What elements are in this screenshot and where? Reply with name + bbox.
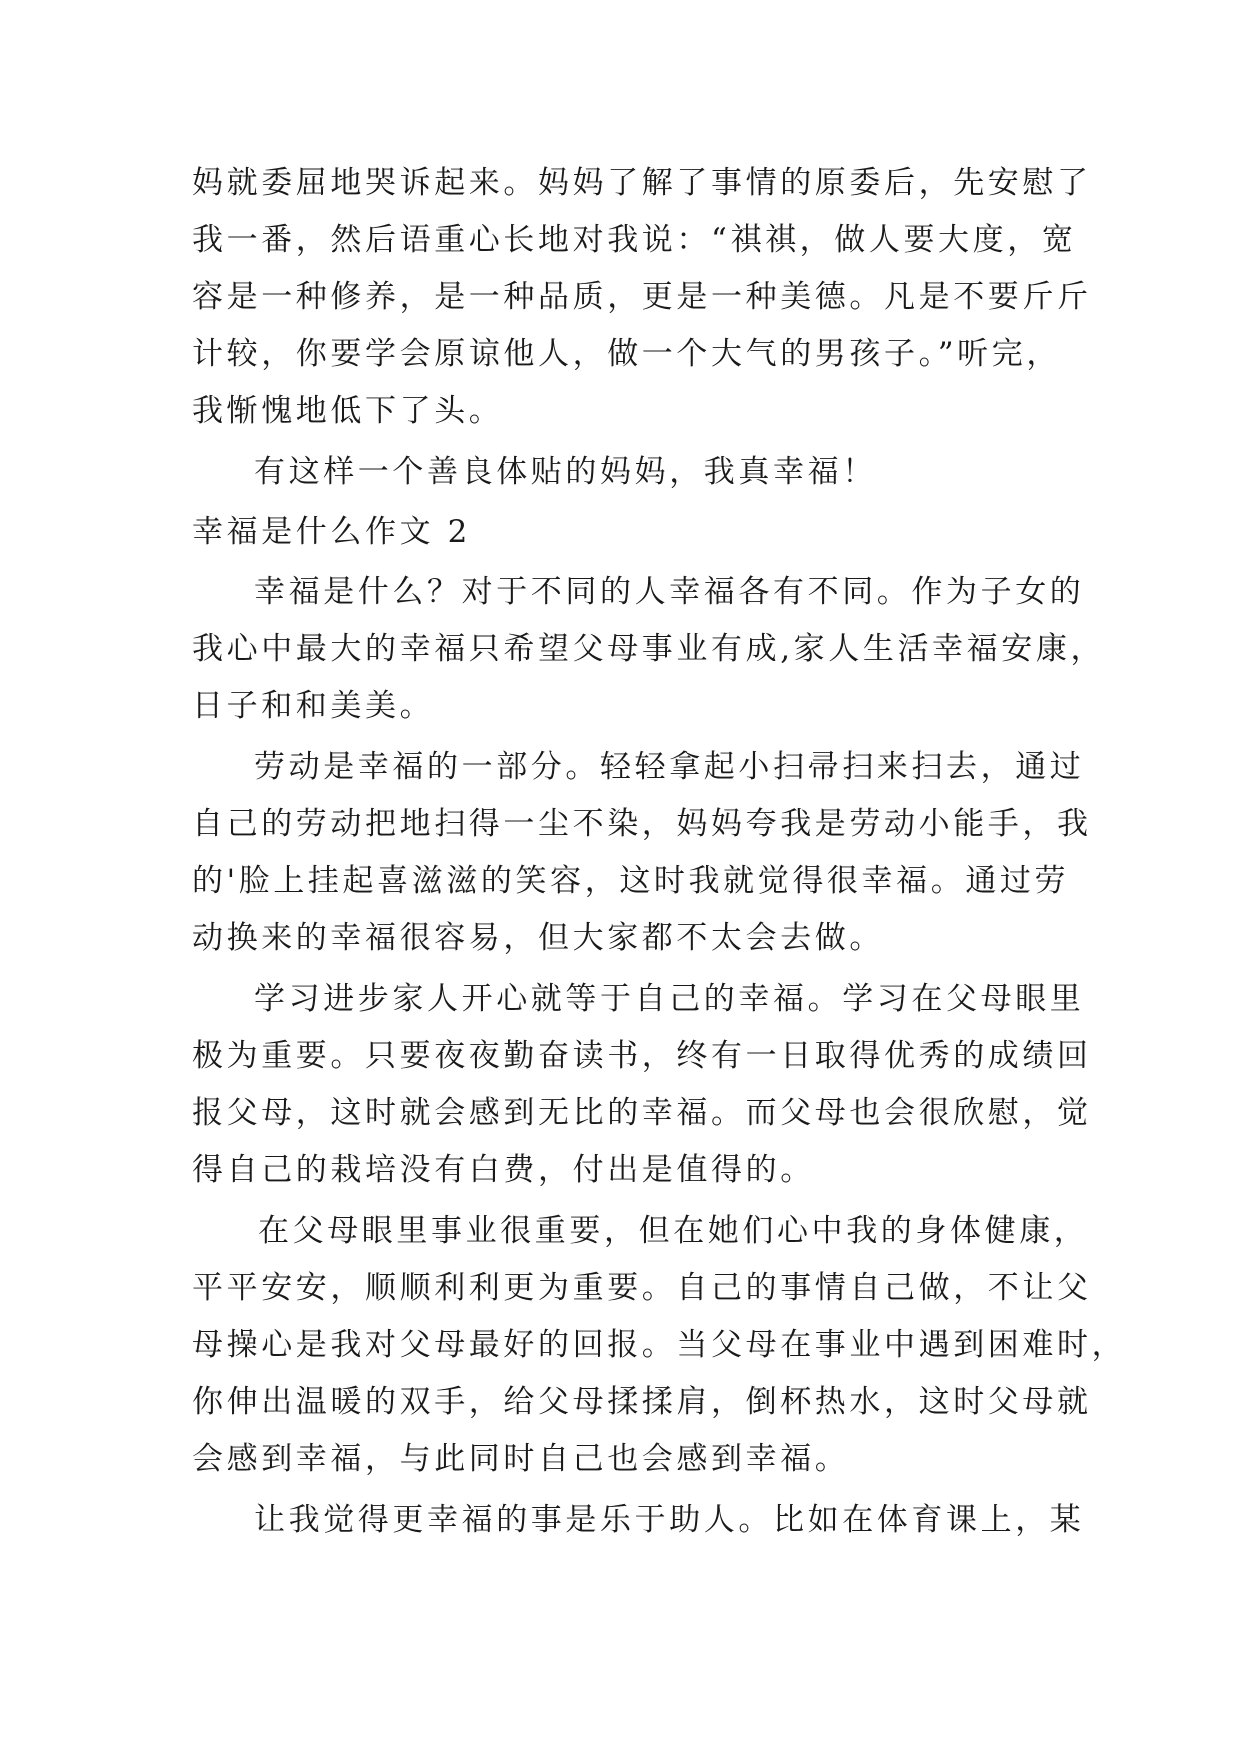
paragraph-line: 在父母眼里事业很重要，但在她们心中我的身体健康， <box>258 1213 1089 1249</box>
text-line: 得自己的栽培没有白费，付出是值得的。 <box>192 1152 815 1188</box>
text-line: 计较，你要学会原谅他人，做一个大气的男孩子。”听完， <box>192 336 1061 372</box>
text-line: 报父母，这时就会感到无比的幸福。而父母也会很欣慰，觉 <box>192 1095 1092 1131</box>
text-line: 我一番，然后语重心长地对我说：“祺祺，做人要大度，宽 <box>192 222 1077 258</box>
text-line: 容是一种修养，是一种品质，更是一种美德。凡是不要斤斤 <box>192 279 1092 315</box>
text-line: 我惭愧地低下了头。 <box>192 393 504 429</box>
text-line: 动换来的幸福很容易，但大家都不太会去做。 <box>192 920 884 956</box>
text-line: 极为重要。只要夜夜勤奋读书，终有一日取得优秀的成绩回 <box>192 1038 1092 1074</box>
text-line: 的'脸上挂起喜滋滋的笑容，这时我就觉得很幸福。通过劳 <box>192 863 1070 899</box>
text-line: 我心中最大的幸福只希望父母事业有成,家人生活幸福安康， <box>192 631 1106 667</box>
text-line: 妈就委屈地哭诉起来。妈妈了解了事情的原委后，先安慰了 <box>192 165 1092 201</box>
text-line: 母操心是我对父母最好的回报。当父母在事业中遇到困难时， <box>192 1327 1127 1363</box>
paragraph-line: 让我觉得更幸福的事是乐于助人。比如在体育课上，某 <box>254 1502 1085 1538</box>
text-line: 你伸出温暖的双手，给父母揉揉肩，倒杯热水，这时父母就 <box>192 1384 1092 1420</box>
paragraph-line: 有这样一个善良体贴的妈妈，我真幸福！ <box>254 454 877 490</box>
text-line: 自己的劳动把地扫得一尘不染，妈妈夸我是劳动小能手，我 <box>192 806 1092 842</box>
paragraph-line: 幸福是什么？对于不同的人幸福各有不同。作为子女的 <box>254 574 1085 610</box>
paragraph-line: 学习进步家人开心就等于自己的幸福。学习在父母眼里 <box>254 981 1085 1017</box>
text-line: 会感到幸福，与此同时自己也会感到幸福。 <box>192 1441 850 1477</box>
text-line: 平平安安，顺顺利利更为重要。自己的事情自己做，不让父 <box>192 1270 1092 1306</box>
section-heading: 幸福是什么作文 2 <box>192 514 471 550</box>
paragraph-line: 劳动是幸福的一部分。轻轻拿起小扫帚扫来扫去，通过 <box>254 749 1085 785</box>
text-line: 日子和和美美。 <box>192 688 435 724</box>
